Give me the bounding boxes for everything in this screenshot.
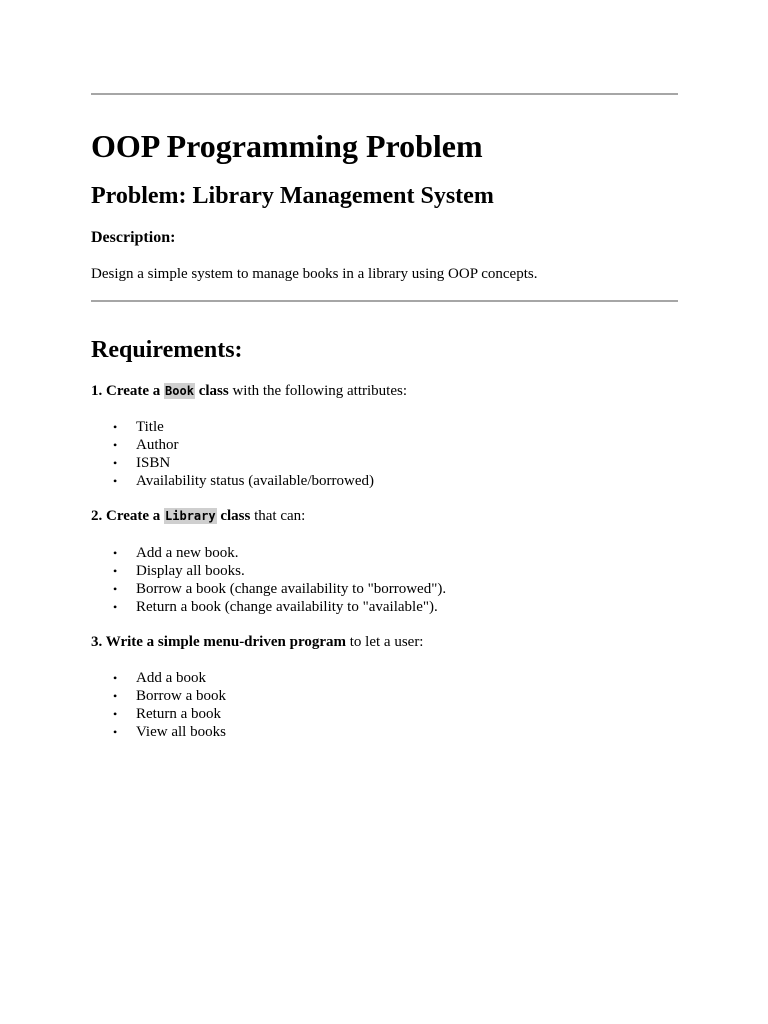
library-class-code: Library <box>165 509 216 523</box>
bullet-icon: • <box>113 438 118 452</box>
requirement-2-list <box>91 544 446 616</box>
list-item: • Borrow a book <box>113 688 226 704</box>
bullet-icon: • <box>113 420 118 434</box>
page-title: OOP Programming Problem <box>91 128 483 164</box>
bullet-icon: • <box>113 600 118 614</box>
bullet-icon: • <box>113 564 118 578</box>
requirement-1-class-word: class <box>198 383 229 399</box>
requirement-3-lead: 3. Write a simple menu-driven program <box>91 634 346 650</box>
list-item: • Return a book <box>113 706 221 722</box>
list-item: • Author <box>113 437 179 453</box>
requirement-3-list <box>91 669 226 741</box>
requirement-2-rest: that can: <box>254 508 306 524</box>
list-item: • Borrow a book (change availability to "borrowed"). <box>113 581 447 597</box>
requirement-3-rest: to let a user: <box>349 634 424 650</box>
description-label: Description: <box>91 229 176 246</box>
requirements-heading: Requirements: <box>91 337 243 363</box>
horizontal-rule-middle <box>91 300 678 302</box>
list-item: • Display all books. <box>113 563 245 579</box>
requirement-3-heading <box>91 632 423 652</box>
list-item: • Availability status (available/borrowed) <box>113 473 374 489</box>
list-item: • View all books <box>113 724 226 740</box>
bullet-icon: • <box>113 456 118 470</box>
list-item: • Title <box>113 419 164 435</box>
requirement-1-rest: with the following attributes: <box>232 383 407 399</box>
requirement-2-lead: 2. Create a <box>91 508 161 524</box>
problem-heading: Problem: Library Management System <box>91 183 494 209</box>
requirement-1-list <box>91 418 374 490</box>
book-class-code: Book <box>165 384 194 398</box>
bullet-icon: • <box>113 582 118 596</box>
list-item: • Add a book <box>113 670 206 686</box>
requirement-2-heading <box>91 506 305 526</box>
list-item: • Return a book (change availability to "available"). <box>113 599 438 615</box>
list-item: • Add a new book. <box>113 545 239 561</box>
bullet-icon: • <box>113 546 118 560</box>
bullet-icon: • <box>113 725 118 739</box>
horizontal-rule-top <box>91 93 678 95</box>
requirement-1-heading <box>91 381 407 401</box>
list-item: • ISBN <box>113 455 171 471</box>
bullet-icon: • <box>113 707 118 721</box>
bullet-icon: • <box>113 689 118 703</box>
bullet-icon: • <box>113 671 118 685</box>
requirement-2-class-word: class <box>220 508 251 524</box>
requirement-1-lead: 1. Create a <box>91 383 161 399</box>
description-text: Design a simple system to manage books in a library using OOP concepts. <box>91 266 538 282</box>
bullet-icon: • <box>113 474 118 488</box>
